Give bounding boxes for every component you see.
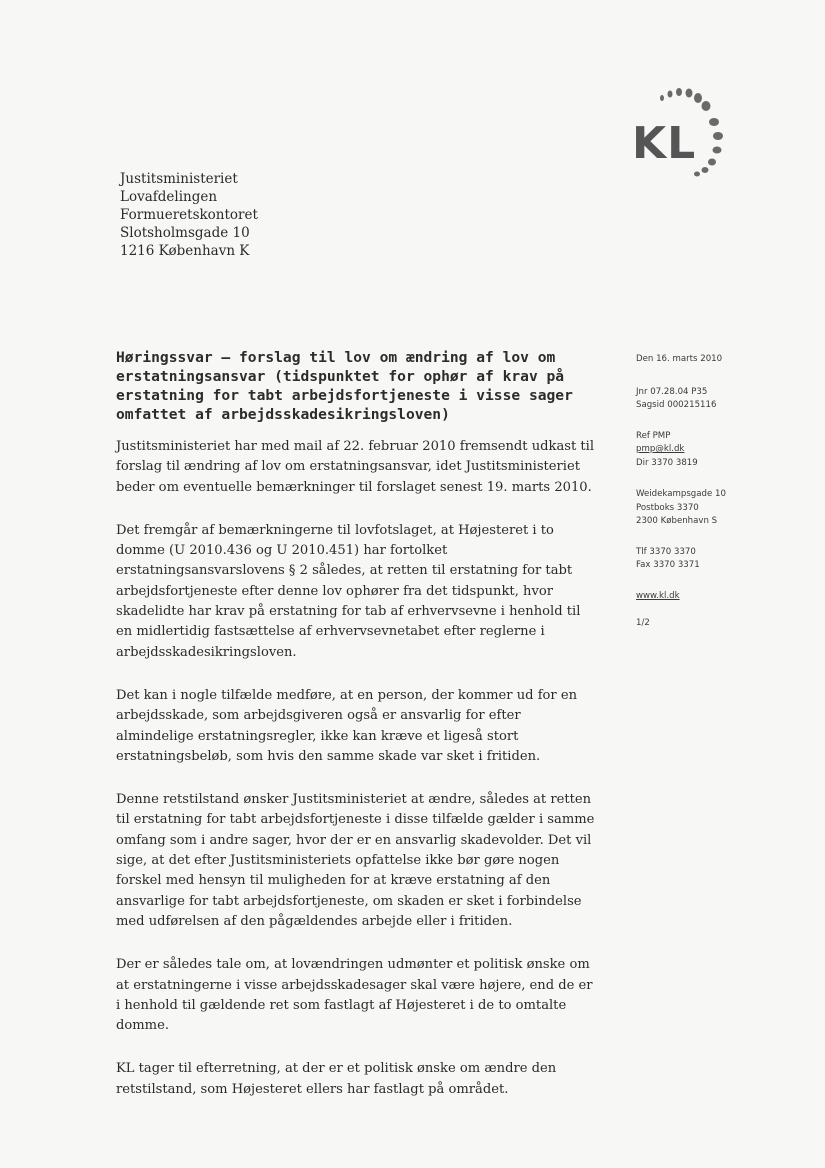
phone: Tlf 3370 3370	[636, 546, 696, 557]
kl-logo	[612, 78, 742, 193]
recipient-address	[120, 170, 258, 260]
address-line: Justitsministeriet	[120, 171, 238, 187]
address-line: Lovafdelingen	[120, 189, 218, 205]
body-paragraph: Denne retstilstand ønsker Justitsministeriet at ændre, således at retten til erstatning for tabt arbejdsfortjeneste i disse tilfælde gælder i samme omfang som i andre sager, hvor der er en ansvarlig skadevolder. Det vil sige, at det efter Justitsministeriets opfattelse ikke bør gøre nogen forskel med hensyn til muligheden for at kræve erstatning af den ansvarlige for tabt arbejdsfortjeneste, om skaden er sket i forbindelse med udførelsen af den pågældendes arbejde eller i fritiden.	[116, 792, 595, 929]
reference: Ref PMP	[636, 430, 671, 441]
sender-sidebar	[636, 353, 756, 647]
address-line: 1216 København K	[120, 243, 250, 259]
body-paragraph: Justitsministeriet har med mail af 22. februar 2010 fremsendt udkast til forslag til ændring af lov om erstatningsansvar, idet Justitsministeriet beder om eventuelle bemærkninger til forslaget senest 19. marts 2010.	[116, 439, 595, 495]
letter-body	[116, 437, 600, 1123]
case-id: Sagsid 000215116	[636, 400, 717, 410]
logo-text: KL	[632, 118, 697, 169]
letter-date: Den 16. marts 2010	[636, 354, 723, 364]
postbox: Postboks 3370	[636, 502, 699, 513]
postal-city: 2300 København S	[636, 516, 718, 526]
body-paragraph: Der er således tale om, at lovændringen udmønter et politisk ønske om at erstatningerne i visse arbejdsskadesager skal være højere, end de er i henhold til gældende ret som fastlagt af Højesteret i de to omtalte domme.	[116, 957, 593, 1034]
fax: Fax 3370 3371	[636, 560, 700, 570]
direct-phone: Dir 3370 3819	[636, 457, 698, 468]
address-line: Formueretskontoret	[120, 207, 258, 223]
address-line: Slotsholmsgade 10	[120, 225, 250, 241]
body-paragraph: Det kan i nogle tilfælde medføre, at en person, der kommer ud for en arbejdsskade, som arbejdsgiveren også er ansvarlig for efter almindelige erstatningsregler, ikke kan kræve et ligeså stort erstatningsbeløb, som hvis den samme skade var sket i fritiden.	[116, 687, 578, 764]
body-paragraph: Det fremgår af bemærkningerne til lovfotslaget, at Højesteret i to domme (U 2010.436 og U 2010.451) har fortolket erstatningsansvarslovens § 2 således, at retten til erstatning for tabt arbejdsfortjeneste efter denne lov ophører fra det tidspunkt, hvor skadelidte har krav på erstatning for tab af erhvervsevne i henhold til en midlertidig fastsættelse af erhvervsevnetabet efter reglerne i arbejdsskadesikringsloven.	[116, 522, 581, 660]
body-paragraph: KL tager til efterretning, at der er et politisk ønske om ændre den retstilstand, som Højesteret ellers har fastlagt på området.	[116, 1061, 557, 1097]
page-number: 1/2	[636, 618, 650, 628]
website-link[interactable]: www.kl.dk	[636, 590, 680, 601]
letter-heading: Høringssvar – forslag til lov om ændring af lov om erstatningsansvar (tidspunktet for ophør af krav på erstatning for tabt arbejdsfortjeneste i visse sager omfattet af arbejdsskadesikringsloven)	[116, 349, 573, 423]
journal-number: Jnr 07.28.04 P35	[636, 386, 708, 397]
street-address: Weidekampsgade 10	[636, 489, 726, 499]
email-link[interactable]: pmp@kl.dk	[636, 444, 685, 454]
